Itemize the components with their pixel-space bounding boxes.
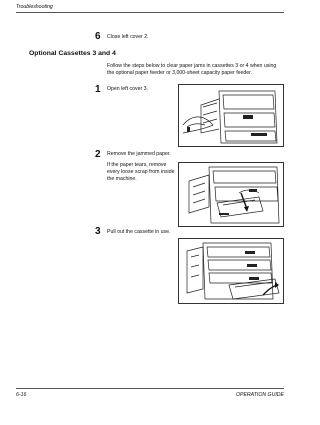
figure-remove-jammed-paper bbox=[178, 162, 284, 227]
page-number: 6-16 bbox=[16, 392, 27, 398]
step-2-note-line-1: If the paper tears, remove bbox=[107, 162, 167, 168]
step-6-number: 6 bbox=[95, 31, 101, 42]
jammed-paper-illustration bbox=[179, 163, 283, 226]
guide-title: OPERATION GUIDE bbox=[235, 392, 284, 398]
section-title: Optional Cassettes 3 and 4 bbox=[29, 50, 116, 57]
section-intro-line-1: Follow the steps below to clear paper jams in cassettes 3 or 4 when using bbox=[107, 63, 277, 69]
step-3-text: Pull out the cassette in use. bbox=[107, 229, 171, 235]
section-intro-line-2: the optional paper feeder or 3,000-sheet capacity paper feeder. bbox=[107, 70, 253, 76]
step-2-note-line-2: every loose scrap from inside bbox=[107, 169, 175, 175]
step-3-number: 3 bbox=[95, 226, 101, 237]
header-rule bbox=[16, 12, 284, 13]
step-6-text: Close left cover 2. bbox=[107, 34, 149, 40]
printer-left-cover-illustration bbox=[179, 85, 283, 146]
figure-open-left-cover-3 bbox=[178, 84, 284, 147]
figure-pull-out-cassette bbox=[178, 238, 284, 304]
step-2-text: Remove the jammed paper. bbox=[107, 151, 171, 157]
step-2-note-line-3: the machine. bbox=[107, 176, 137, 182]
running-header: Troubleshooting bbox=[16, 4, 53, 10]
step-2-number: 2 bbox=[95, 149, 101, 160]
footer-rule bbox=[16, 388, 284, 389]
cassette-illustration bbox=[179, 239, 283, 303]
step-1-label: Open left cover 3. bbox=[107, 86, 148, 92]
step-1-number: 1 bbox=[95, 84, 101, 95]
